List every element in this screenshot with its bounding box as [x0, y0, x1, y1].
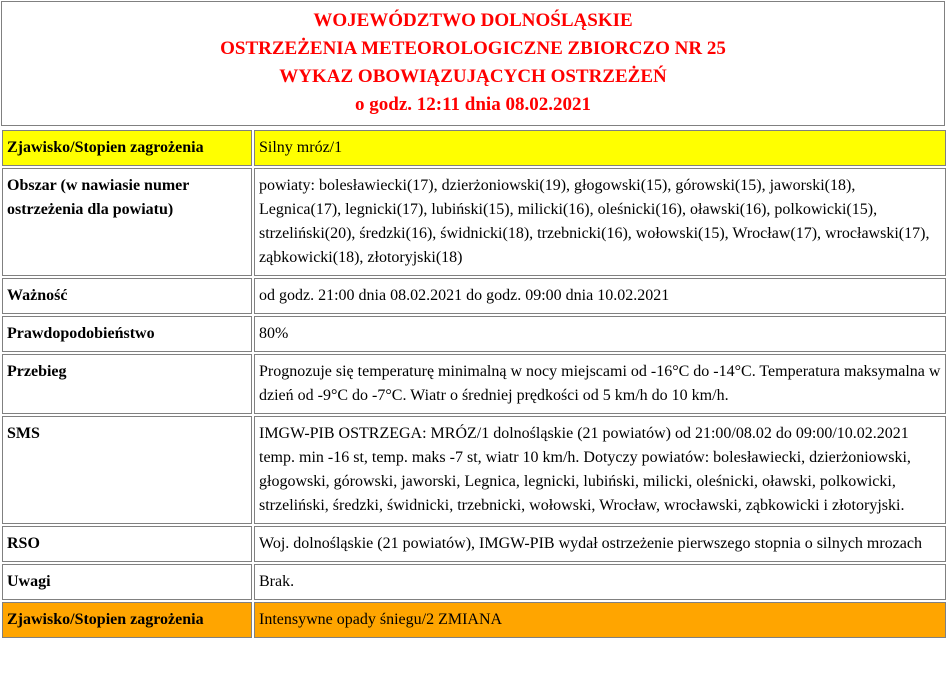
row-label: SMS	[2, 416, 252, 524]
table-row-course	[2, 354, 946, 414]
row-label: RSO	[2, 526, 252, 562]
row-value: Intensywne opady śniegu/2 ZMIANA	[254, 602, 946, 638]
document-header	[1, 1, 945, 126]
table-row-phenomenon	[2, 130, 946, 166]
row-label: Uwagi	[2, 564, 252, 600]
header-region: WOJEWÓDZTWO DOLNOŚLĄSKIE	[313, 10, 633, 31]
row-value: powiaty: bolesławiecki(17), dzierżoniowski(19), głogowski(15), górowski(15), jaworski(18), Legnica(17), legnicki(17), lubiński(15), milicki(16), oleśnicki(16), oławski(16), polkowicki(15), strzeliński(20), średzki(16), świdnicki(18), trzebnicki(16), wołowski(15), Wrocław(17), wrocławski(17), ząbkowicki(18), złotoryjski(18)	[254, 168, 946, 276]
row-value: Silny mróz/1	[254, 130, 946, 166]
table-row-remarks	[2, 564, 946, 600]
row-label: Zjawisko/Stopien zagrożenia	[2, 130, 252, 166]
row-value: od godz. 21:00 dnia 08.02.2021 do godz. 09:00 dnia 10.02.2021	[254, 278, 946, 314]
row-label: Obszar (w nawiasie numer ostrzeżenia dla powiatu)	[2, 168, 252, 276]
header-timestamp: o godz. 12:11 dnia 08.02.2021	[355, 94, 591, 115]
row-value: Woj. dolnośląskie (21 powiatów), IMGW-PIB wydał ostrzeżenie pierwszego stopnia o silnych mrozach	[254, 526, 946, 562]
table-row-area	[2, 168, 946, 276]
table-row-rso	[2, 526, 946, 562]
warning-table	[0, 128, 948, 640]
row-value: IMGW-PIB OSTRZEGA: MRÓZ/1 dolnośląskie (21 powiatów) od 21:00/08.02 do 09:00/10.02.2021 temp. min -16 st, temp. maks -7 st, wiatr 10 km/h. Dotyczy powiatów: bolesławiecki, dzierżoniowski, głogowski, górowski, jaworski, Legnica, legnicki, lubiński, milicki, oleśnicki, oławski, polkowicki, strzeliński, średzki, świdnicki, trzebnicki, wołowski, Wrocław, wrocławski, ząbkowicki i złotoryjski.	[254, 416, 946, 524]
row-label: Prawdopodobieństwo	[2, 316, 252, 352]
row-label: Zjawisko/Stopien zagrożenia	[2, 602, 252, 638]
header-bulletin-title: OSTRZEŻENIA METEOROLOGICZNE ZBIORCZO NR 25	[220, 38, 726, 59]
row-value: Brak.	[254, 564, 946, 600]
table-row-validity	[2, 278, 946, 314]
header-list-title: WYKAZ OBOWIĄZUJĄCYCH OSTRZEŻEŃ	[279, 66, 667, 87]
row-label: Ważność	[2, 278, 252, 314]
table-row-probability	[2, 316, 946, 352]
table-row-phenomenon-2	[2, 602, 946, 638]
table-row-sms	[2, 416, 946, 524]
row-label: Przebieg	[2, 354, 252, 414]
row-value: 80%	[254, 316, 946, 352]
row-value: Prognozuje się temperaturę minimalną w nocy miejscami od -16°C do -14°C. Temperatura maksymalna w dzień od -9°C do -7°C. Wiatr o średniej prędkości od 5 km/h do 10 km/h.	[254, 354, 946, 414]
